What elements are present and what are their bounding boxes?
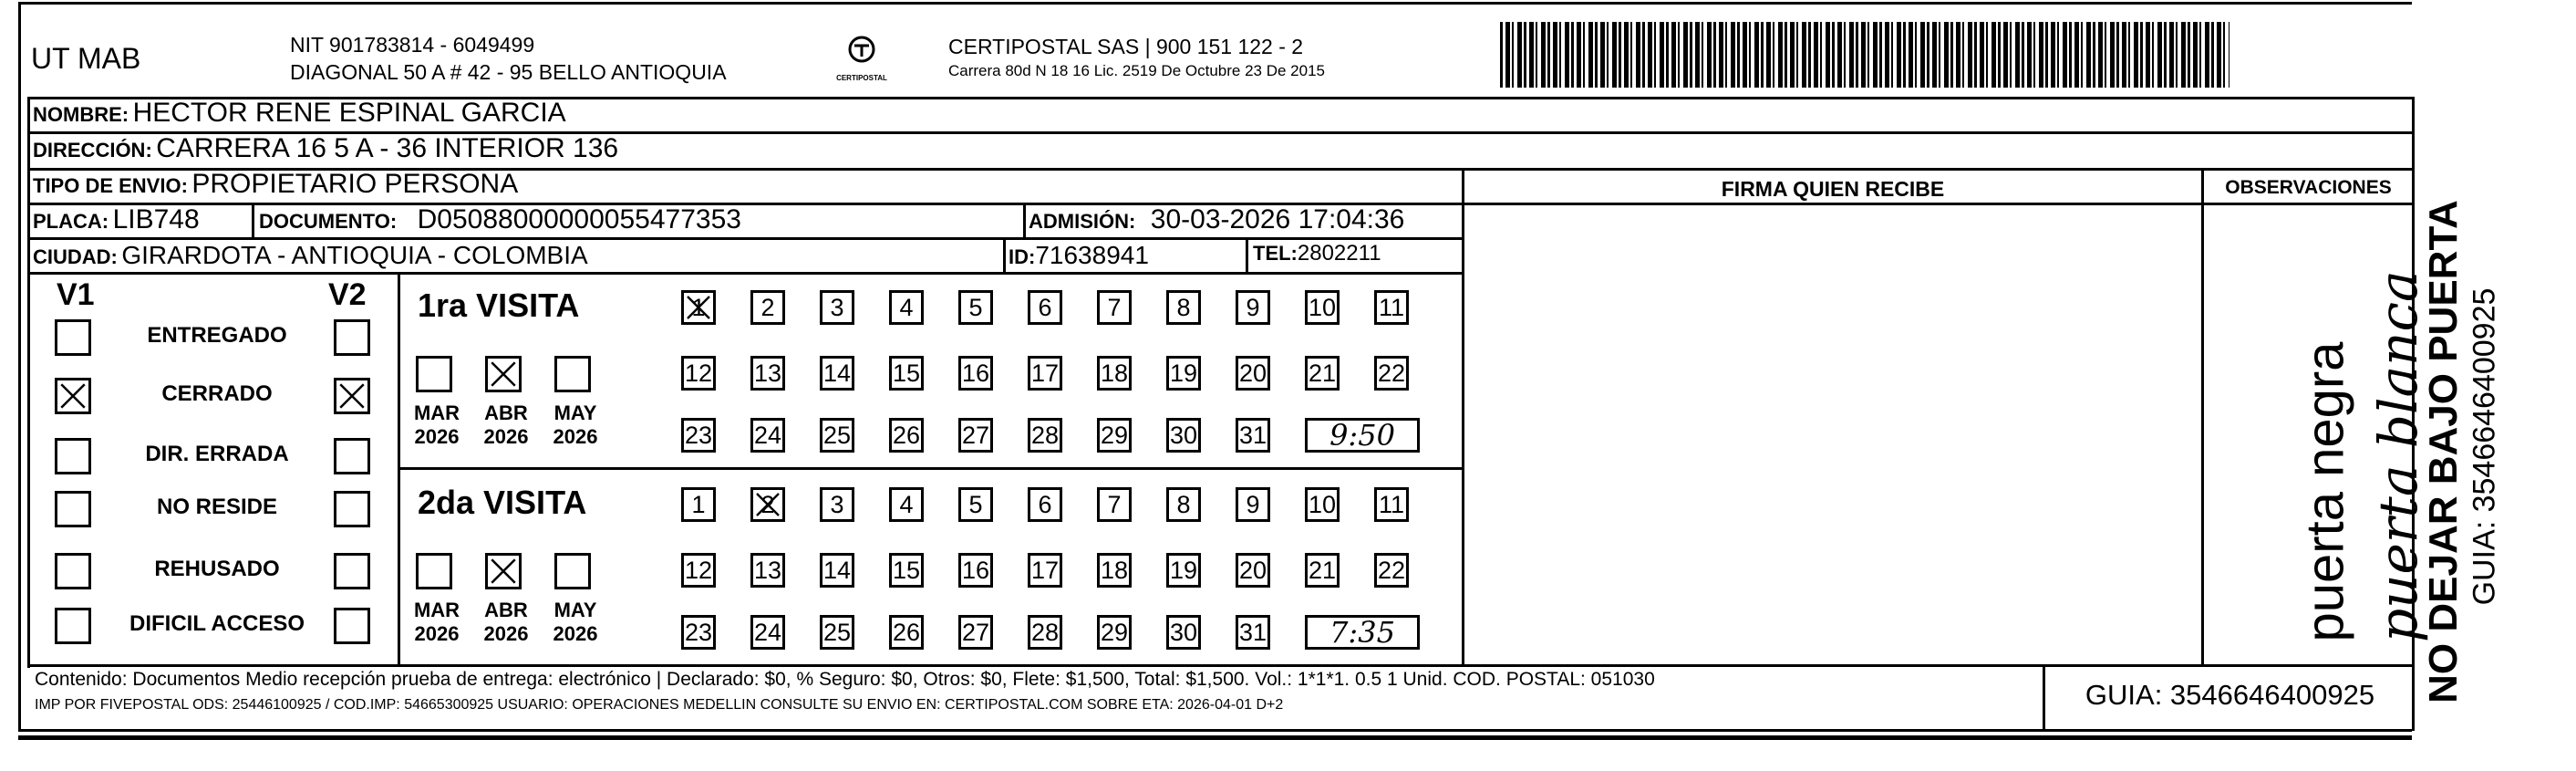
month-year: 2026: [483, 425, 529, 448]
day-number: 20: [1238, 359, 1267, 387]
firma-header: FIRMA QUIEN RECIBE: [1721, 177, 1945, 201]
day-number: 17: [1030, 557, 1060, 584]
day-box[interactable]: [958, 356, 993, 391]
ciudad-value: GIRARDOTA - ANTIOQUIA - COLOMBIA: [121, 241, 588, 269]
day-number: 30: [1169, 619, 1198, 646]
day-box[interactable]: [820, 290, 854, 325]
day-box[interactable]: [1374, 290, 1409, 325]
day-box[interactable]: [889, 553, 924, 588]
month-year: 2026: [553, 425, 598, 448]
day-number: 12: [684, 557, 713, 584]
day-box[interactable]: [1097, 418, 1132, 453]
tipo-label: TIPO DE ENVIO:: [33, 174, 188, 197]
no-dejar-bajo-puerta: NO DEJAR BAJO PUERTA: [2421, 200, 2466, 703]
day-box[interactable]: [1097, 615, 1132, 650]
day-box[interactable]: [1305, 356, 1340, 391]
month-checkbox[interactable]: [485, 553, 522, 589]
day-box[interactable]: [958, 418, 993, 453]
logo-text: CERTIPOSTAL: [836, 74, 887, 82]
day-box[interactable]: [1166, 615, 1201, 650]
admision-value: 30-03-2026 17:04:36: [1150, 204, 1405, 234]
placa-label: PLACA:: [33, 210, 109, 233]
day-box[interactable]: [1166, 553, 1201, 588]
day-number: 12: [684, 359, 713, 387]
tel-value: 2802211: [1297, 241, 1381, 266]
day-number: 27: [961, 422, 990, 449]
day-box[interactable]: [1097, 553, 1132, 588]
day-box[interactable]: [889, 487, 924, 522]
month-name: MAR: [413, 599, 460, 621]
day-number: 31: [1238, 422, 1267, 449]
day-box[interactable]: [1097, 356, 1132, 391]
day-box[interactable]: [681, 487, 716, 522]
day-number: 17: [1030, 359, 1060, 387]
month-year: 2026: [414, 622, 460, 645]
obs-header: OBSERVACIONES: [2225, 177, 2392, 198]
day-number: 21: [1308, 359, 1337, 387]
id-divider: [1003, 237, 1006, 272]
day-number: 21: [1308, 557, 1337, 584]
month-checkbox[interactable]: [416, 356, 452, 392]
reason-label: NO RESIDE: [156, 495, 278, 519]
month-label: [412, 599, 461, 646]
month-year: 2026: [483, 622, 529, 645]
day-box[interactable]: [1028, 290, 1062, 325]
tel-label: TEL:: [1253, 242, 1298, 265]
day-box[interactable]: [889, 356, 924, 391]
month-label: [481, 401, 531, 449]
day-box[interactable]: [958, 290, 993, 325]
ciudad-label: CIUDAD:: [33, 245, 118, 268]
day-box[interactable]: [889, 290, 924, 325]
v2-label: V2: [328, 277, 367, 312]
day-number: 26: [892, 422, 921, 449]
day-box[interactable]: [889, 615, 924, 650]
day-box[interactable]: [1028, 487, 1062, 522]
day-box[interactable]: [820, 615, 854, 650]
v1-checkbox[interactable]: [55, 378, 91, 414]
day-number: 23: [684, 422, 713, 449]
rule-bottom: [27, 664, 2415, 667]
day-number: 16: [961, 359, 990, 387]
day-box[interactable]: [820, 553, 854, 588]
day-number: 25: [822, 422, 852, 449]
day-number: 9: [1246, 294, 1260, 321]
v1-label: V1: [57, 277, 95, 312]
month-name: MAR: [413, 401, 460, 424]
rule-ciudad: [27, 272, 1464, 275]
day-box[interactable]: [1166, 290, 1201, 325]
admision-divider: [1023, 203, 1026, 237]
id-value: 71638941: [1035, 241, 1149, 269]
month-checkbox[interactable]: [554, 553, 591, 589]
day-number: 22: [1377, 557, 1406, 584]
day-box[interactable]: [750, 356, 785, 391]
v1-checkbox[interactable]: [55, 438, 91, 474]
day-number: 26: [892, 619, 921, 646]
direccion-value: CARRERA 16 5 A - 36 INTERIOR 136: [156, 133, 619, 163]
month-label: [412, 401, 461, 449]
reason-label: ENTREGADO: [147, 323, 287, 348]
day-number: 6: [1038, 294, 1052, 321]
day-box[interactable]: [681, 290, 716, 325]
day-number: 20: [1238, 557, 1267, 584]
tel-divider: [1246, 237, 1248, 272]
month-checkbox[interactable]: [485, 356, 522, 392]
day-box[interactable]: [1305, 290, 1340, 325]
placa-divider: [252, 203, 254, 237]
month-checkbox[interactable]: [554, 356, 591, 392]
day-number: 6: [1038, 491, 1052, 518]
month-label: [481, 599, 531, 646]
obs-handwritten-2: puerta blanca: [2367, 270, 2429, 642]
barcode: [1500, 22, 2229, 88]
day-number: 31: [1238, 619, 1267, 646]
day-box[interactable]: [1097, 290, 1132, 325]
day-box[interactable]: [958, 553, 993, 588]
time-box[interactable]: [1305, 615, 1420, 650]
time-box[interactable]: [1305, 418, 1420, 453]
table-left-border: [27, 97, 30, 668]
placa-value: LIB748: [112, 204, 200, 234]
day-number: 11: [1378, 491, 1405, 518]
company-license: Carrera 80d N 18 16 Lic. 2519 De Octubre 23 De 2015: [948, 62, 1325, 79]
month-name: ABR: [484, 401, 528, 424]
month-label: [551, 401, 600, 449]
month-name: MAY: [553, 401, 597, 424]
placa-row: [33, 204, 200, 235]
id-label: ID:: [1009, 245, 1036, 268]
day-number: 4: [899, 294, 914, 321]
day-box[interactable]: [1028, 418, 1062, 453]
day-number: 29: [1100, 422, 1129, 449]
v2-checkbox[interactable]: [334, 319, 370, 356]
day-number: 2: [760, 294, 775, 321]
month-name: MAY: [553, 599, 597, 621]
day-box[interactable]: [958, 615, 993, 650]
day-box[interactable]: [681, 418, 716, 453]
nombre-value: HECTOR RENE ESPINAL GARCIA: [132, 98, 566, 128]
day-number: 18: [1100, 359, 1129, 387]
day-box[interactable]: [1236, 553, 1270, 588]
day-box[interactable]: [1236, 487, 1270, 522]
day-box[interactable]: [1236, 290, 1270, 325]
footer-contenido: Contenido: Documentos Medio recepción prueba de entrega: electrónico | Declarado: $0, % Seguro: $0, Otros: $0, Flete: $1,500, Total: $1,500. Vol.: 1*1*1. 0.5 1 Unid. COD. POSTAL: 051030: [35, 669, 1655, 690]
reason-label: DIFICIL ACCESO: [129, 611, 305, 636]
sender-name: UT MAB: [31, 42, 141, 75]
day-number: 5: [968, 491, 983, 518]
day-box[interactable]: [1166, 356, 1201, 391]
day-box[interactable]: [1028, 615, 1062, 650]
footer-guia: GUIA: 3546646400925: [2085, 679, 2375, 711]
day-box[interactable]: [681, 615, 716, 650]
nombre-label: NOMBRE:: [33, 103, 129, 126]
month-year: 2026: [414, 425, 460, 448]
day-box[interactable]: [1374, 487, 1409, 522]
day-number: 7: [1107, 491, 1122, 518]
day-number: 15: [892, 359, 921, 387]
day-number: 14: [822, 557, 852, 584]
nombre-row: [33, 98, 566, 129]
month-checkbox[interactable]: [416, 553, 452, 589]
day-box[interactable]: [820, 356, 854, 391]
month-label: [551, 599, 600, 646]
day-number: 23: [684, 619, 713, 646]
day-number: 24: [753, 619, 782, 646]
day-box[interactable]: [1028, 553, 1062, 588]
tel-row: [1253, 241, 1381, 266]
day-number: 25: [822, 619, 852, 646]
reason-label: CERRADO: [161, 381, 273, 406]
day-box[interactable]: [1166, 418, 1201, 453]
visit-time: 7:35: [1329, 615, 1395, 650]
day-box[interactable]: [820, 487, 854, 522]
day-box[interactable]: [889, 418, 924, 453]
admision-row: [1029, 204, 1404, 235]
reason-label: DIR. ERRADA: [145, 442, 289, 466]
day-number: 19: [1169, 557, 1198, 584]
reason-label: REHUSADO: [154, 557, 280, 581]
id-row: [1009, 241, 1149, 270]
day-number: 19: [1169, 359, 1198, 387]
day-box[interactable]: [750, 290, 785, 325]
day-box[interactable]: [750, 487, 785, 522]
day-number: 18: [1100, 557, 1129, 584]
day-number: 22: [1377, 359, 1406, 387]
day-box[interactable]: [820, 418, 854, 453]
day-box[interactable]: [1236, 418, 1270, 453]
v2-checkbox[interactable]: [334, 378, 370, 414]
day-number: 24: [753, 422, 782, 449]
month-name: ABR: [484, 599, 528, 621]
firma-left-border: [1462, 168, 1464, 664]
documento-label: DOCUMENTO:: [259, 210, 398, 233]
day-number: 28: [1030, 619, 1060, 646]
visit-divider: [398, 467, 1462, 470]
day-number: 28: [1030, 422, 1060, 449]
v2-checkbox[interactable]: [334, 491, 370, 527]
direccion-label: DIRECCIÓN:: [33, 139, 152, 161]
day-number: 3: [830, 491, 844, 518]
day-box[interactable]: [1028, 356, 1062, 391]
obs-left-border: [2201, 168, 2204, 664]
sender-nit: NIT 901783814 - 6049499: [290, 33, 535, 57]
obs-handwritten-1: puerta negra: [2295, 341, 2355, 642]
footer-imp: IMP POR FIVEPOSTAL ODS: 25446100925 / COD.IMP: 54665300925 USUARIO: OPERACIONES MEDELLIN CONSULTE SU ENVIO EN: CERTIPOSTAL.COM SOBRE ETA: 2026-04-01 D+2: [35, 697, 1284, 713]
day-box[interactable]: [750, 418, 785, 453]
tipo-row: [33, 169, 518, 200]
visit-title: 2da VISITA: [418, 484, 587, 521]
day-box[interactable]: [750, 553, 785, 588]
day-number: 10: [1308, 491, 1337, 518]
day-number: 1: [691, 294, 706, 321]
v2-checkbox[interactable]: [334, 438, 370, 474]
day-number: 27: [961, 619, 990, 646]
day-number: 13: [753, 359, 782, 387]
v1-checkbox[interactable]: [55, 553, 91, 589]
day-number: 10: [1308, 294, 1337, 321]
v1-checkbox[interactable]: [55, 491, 91, 527]
day-number: 2: [760, 491, 775, 518]
day-number: 5: [968, 294, 983, 321]
documento-row: [259, 204, 741, 235]
visit-title: 1ra VISITA: [418, 287, 580, 324]
day-box[interactable]: [1305, 487, 1340, 522]
visit-time: 9:50: [1329, 418, 1395, 453]
v2-checkbox[interactable]: [334, 553, 370, 589]
bottom-rule: [18, 735, 2412, 740]
sender-address: DIAGONAL 50 A # 42 - 95 BELLO ANTIOQUIA: [290, 60, 727, 84]
admision-label: ADMISIÓN:: [1029, 210, 1136, 233]
day-number: 8: [1176, 294, 1191, 321]
day-number: 4: [899, 491, 914, 518]
direccion-row: [33, 133, 618, 164]
day-box[interactable]: [958, 487, 993, 522]
day-number: 7: [1107, 294, 1122, 321]
day-number: 1: [691, 491, 706, 518]
company-name: CERTIPOSTAL SAS | 900 151 122 - 2: [948, 35, 1304, 58]
documento-value: D05088000000055477353: [417, 204, 741, 234]
day-box[interactable]: [1236, 356, 1270, 391]
ciudad-row: [33, 241, 588, 270]
side-guia: GUIA: 3546646400925: [2467, 287, 2502, 606]
day-box[interactable]: [1166, 487, 1201, 522]
v2-checkbox[interactable]: [334, 608, 370, 644]
month-year: 2026: [553, 622, 598, 645]
day-box[interactable]: [681, 356, 716, 391]
day-number: 8: [1176, 491, 1191, 518]
day-box[interactable]: [1097, 487, 1132, 522]
day-number: 15: [892, 557, 921, 584]
logo-emblem-icon: [843, 33, 880, 69]
certipostal-logo: [830, 33, 894, 88]
day-box[interactable]: [1305, 553, 1340, 588]
day-box[interactable]: [1374, 553, 1409, 588]
day-box[interactable]: [750, 615, 785, 650]
day-number: 9: [1246, 491, 1260, 518]
v1-checkbox[interactable]: [55, 608, 91, 644]
day-number: 30: [1169, 422, 1198, 449]
day-number: 16: [961, 557, 990, 584]
day-number: 29: [1100, 619, 1129, 646]
day-number: 13: [753, 557, 782, 584]
v1-checkbox[interactable]: [55, 319, 91, 356]
day-number: 11: [1378, 294, 1405, 321]
day-number: 14: [822, 359, 852, 387]
day-box[interactable]: [681, 553, 716, 588]
footer-guia-divider: [2043, 664, 2045, 732]
day-box[interactable]: [1236, 615, 1270, 650]
day-number: 3: [830, 294, 844, 321]
day-box[interactable]: [1374, 356, 1409, 391]
tipo-value: PROPIETARIO PERSONA: [191, 169, 519, 199]
